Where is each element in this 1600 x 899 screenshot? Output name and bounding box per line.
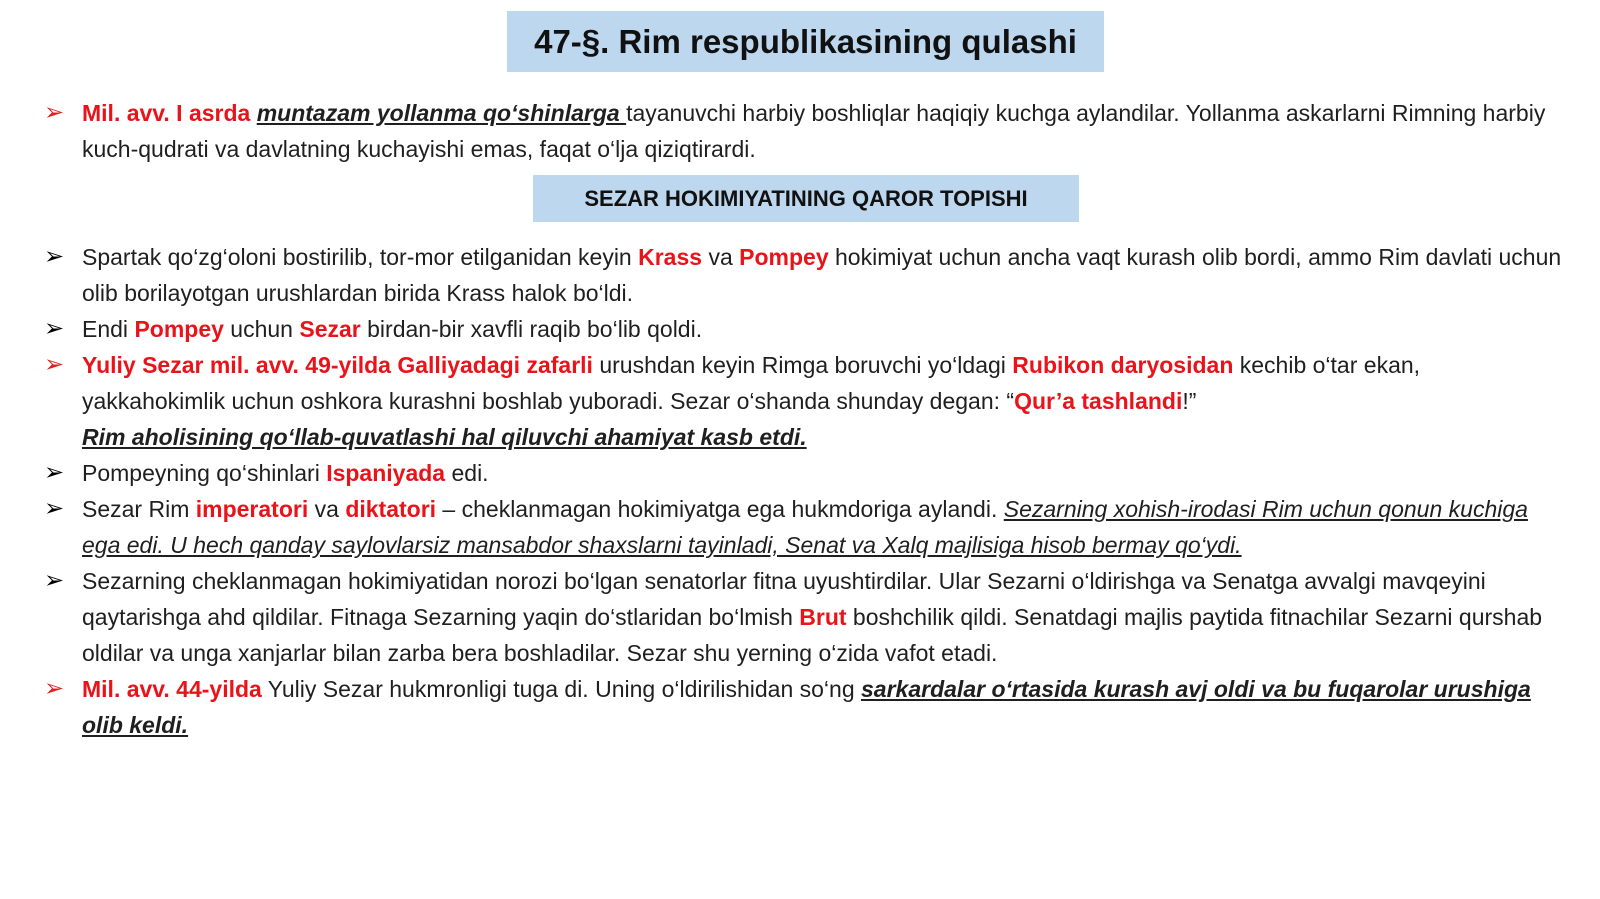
arrow-bullet-icon: ➢ [44, 459, 65, 486]
text-span: kechib o‘tar ekan, yakkahokimlik uchun oshkora kurashni boshlab yuboradi. Sezar o‘shanda shunday degan: “ [82, 352, 1421, 414]
highlight-text: imperatori [195, 496, 309, 522]
text-span: Endi [82, 316, 135, 342]
list-item [44, 239, 1564, 311]
arrow-bullet-icon: ➢ [44, 243, 65, 270]
text-span: boshchilik qildi. Senatdagi majlis paytida fitnachilar Sezarni qurshab oldilar va unga xanjarlar bilan zarba bera boshladilar. Sezar shu yerning o‘zida vafot etadi. [82, 604, 1543, 666]
text-span: Pompeyning qo‘shinlari [82, 460, 327, 486]
text-span: tayanuvchi harbiy boshliqlar haqiqiy kuchga aylandilar. Yollanma askarlarni Rimning harbiy kuch-qudrati va davlatning kuchayishi emas, faqat o‘lja qiziqtirardi. [82, 100, 1546, 162]
highlight-text: Rubikon daryosidan [1012, 352, 1234, 378]
list-item [44, 347, 1564, 455]
highlight-text: Ispaniyada [326, 460, 446, 486]
italic-underlined-text: Sezarning xohish-irodasi Rim uchun qonun kuchiga ega edi. U hech qanday saylovlarsiz mansabdor shaxslarni tayinladi, Senat va Xalq majlisiga hisob bermay qo‘ydi. [82, 496, 1528, 558]
list-item [44, 95, 1564, 167]
text-span: va [702, 244, 740, 270]
highlight-text: Krass [638, 244, 703, 270]
arrow-bullet-icon: ➢ [44, 99, 65, 126]
highlight-text: diktatori [345, 496, 437, 522]
list-item [44, 455, 1564, 491]
highlight-text: Mil. avv. I asrda [82, 100, 251, 126]
highlight-text: Qur’a tashlandi [1014, 388, 1183, 414]
page-title [507, 11, 1104, 72]
list-item [44, 311, 1564, 347]
main-list [44, 239, 1564, 743]
arrow-bullet-icon: ➢ [44, 351, 65, 378]
text-span: Sezarning cheklanmagan hokimiyatidan norozi bo‘lgan senatorlar fitna uyushtirdilar. Ular Sezarni o‘ldirishga va Senatga avvalgi mavqeyini qaytarishga ahd qildilar. Fitnaga Sezarning yaqin do‘stlaridan bo‘lmish [82, 568, 1486, 630]
highlight-text: Yuliy Sezar mil. avv. 49-yilda Galliyadagi zafarli [82, 352, 593, 378]
text-span: hokimiyat uchun ancha vaqt kurash olib bordi, ammo Rim davlati uchun olib borilayotgan urushlardan birida Krass halok bo‘ldi. [82, 244, 1562, 306]
highlight-text: Pompey [739, 244, 829, 270]
page-title-text: 47-§. Rim respublikasining qulashi [534, 22, 1077, 60]
arrow-bullet-icon: ➢ [44, 675, 65, 702]
text-span: Yuliy Sezar hukmronligi tuga di. Uning o‘ldirilishidan so‘ng [261, 676, 862, 702]
highlight-text: Mil. avv. 44-yilda [82, 676, 262, 702]
text-span: birdan-bir xavfli raqib bo‘lib qoldi. [360, 316, 703, 342]
list-item [44, 491, 1564, 563]
arrow-bullet-icon: ➢ [44, 567, 65, 594]
emphasis-text: sarkardalar o‘rtasida kurash avj oldi va bu fuqarolar urushiga olib keldi. [82, 676, 1531, 738]
highlight-text: Pompey [134, 316, 224, 342]
list-item [44, 563, 1564, 671]
highlight-text: Sezar [299, 316, 361, 342]
emphasis-text: Rim aholisining qo‘llab-quvatlashi hal qiluvchi ahamiyat kasb etdi. [82, 424, 807, 450]
highlight-text: Brut [799, 604, 847, 630]
text-span: Sezar Rim [82, 496, 196, 522]
text-span: edi. [445, 460, 489, 486]
intro-list [44, 95, 1564, 167]
arrow-bullet-icon: ➢ [44, 315, 65, 342]
text-span: – cheklanmagan hokimiyatga ega hukmdoriga aylandi. [436, 496, 1004, 522]
list-item [44, 671, 1564, 743]
text-span: !” [1182, 388, 1197, 414]
text-span: urushdan keyin Rimga boruvchi yo‘ldagi [592, 352, 1013, 378]
section-subtitle-text: SEZAR HOKIMIYATINING QAROR TOPISHI [584, 185, 1028, 211]
text-span: Spartak qo‘zg‘oloni bostirilib, tor-mor etilganidan keyin [82, 244, 639, 270]
text-span: va [308, 496, 346, 522]
arrow-bullet-icon: ➢ [44, 495, 65, 522]
emphasis-text: muntazam yollanma qo‘shinlarga [256, 100, 627, 126]
section-subtitle [533, 175, 1079, 222]
text-span: uchun [223, 316, 300, 342]
